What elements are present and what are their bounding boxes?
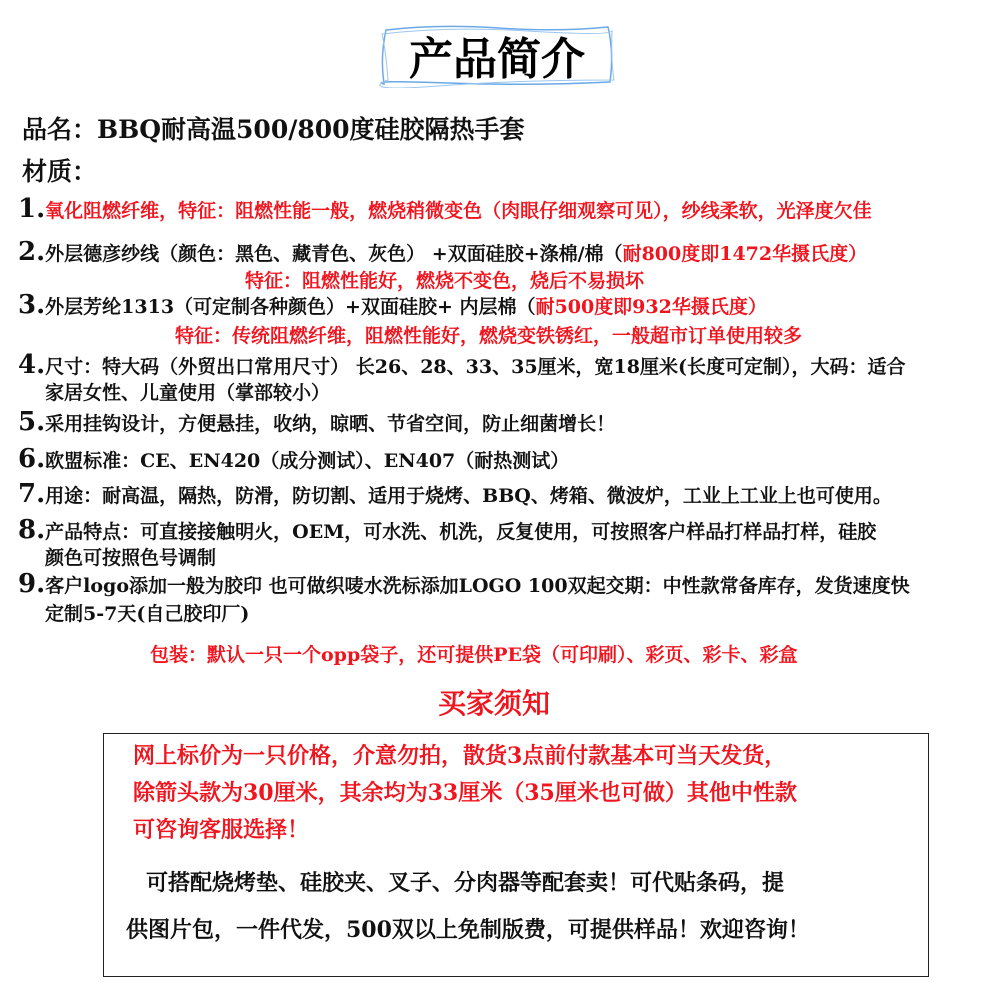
feature-item bbox=[18, 481, 892, 507]
item-text: 客户logo添加一般为胶印 也可做织唛水洗标添加LOGO 100双起交期：中性款常备库存，发货速度快 bbox=[45, 575, 910, 597]
item-text: 氧化阻燃纤维，特征：阻燃性能一般，燃烧稍微变色（肉眼仔细观察可见），纱线柔软，光泽度欠佳 bbox=[45, 200, 872, 222]
item-text: 外层芳纶1313（可定制各种颜色）+双面硅胶+ 内层棉（ bbox=[45, 296, 536, 318]
item-number: 7. bbox=[18, 479, 46, 509]
item-text-continued: 家居女性、儿童使用（掌部较小） bbox=[45, 382, 331, 404]
item-number: 8. bbox=[18, 515, 46, 545]
item-text: 采用挂钩设计，方便悬挂，收纳，晾晒、节省空间，防止细菌增长！ bbox=[45, 413, 616, 435]
feature-item bbox=[18, 292, 767, 318]
feature-item bbox=[18, 446, 569, 472]
material-label: 材质： bbox=[22, 157, 98, 186]
item-number: 1. bbox=[18, 194, 46, 224]
item-text-continued: 颜色可按照色号调制 bbox=[45, 547, 217, 569]
feature-item bbox=[18, 352, 905, 378]
item-number: 4. bbox=[18, 350, 46, 380]
item-text: 产品特点：可直接接触明火，OEM，可水洗、机洗，反复使用，可按照客户样品打样品打样，硅胶 bbox=[45, 521, 877, 543]
item-feature-note: 特征：阻燃性能好，燃烧不变色，烧后不易损坏 bbox=[245, 270, 645, 292]
packaging-note: 包装：默认一只一个opp袋子，还可提供PE袋（可印刷）、彩页、彩卡、彩盒 bbox=[150, 644, 798, 666]
item-number: 5. bbox=[18, 407, 46, 437]
notice-line: 供图片包，一件代发，500双以上免制版费，可提供样品！欢迎咨询！ bbox=[126, 917, 810, 943]
page-title: 产品简介 bbox=[409, 34, 585, 85]
feature-item bbox=[18, 571, 910, 597]
item-number: 6. bbox=[18, 444, 46, 474]
item-number: 9. bbox=[18, 569, 46, 599]
product-name: 品名：BBQ耐高温500/800度硅胶隔热手套 bbox=[22, 115, 525, 144]
item-text: 用途：耐高温，隔热，防滑，防切割、适用于烧烤、BBQ、烤箱、微波炉，工业上工业上也可使用。 bbox=[45, 485, 892, 507]
notice-line: 网上标价为一只价格，介意勿拍，散货3点前付款基本可当天发货， bbox=[133, 743, 787, 769]
feature-item bbox=[18, 239, 867, 265]
item-number: 2. bbox=[18, 237, 46, 267]
item-feature-note: 特征：传统阻燃纤维，阻燃性能好，燃烧变铁锈红，一般超市订单使用较多 bbox=[175, 325, 803, 347]
title-frame bbox=[378, 22, 616, 88]
item-text: 尺寸：特大码（外贸出口常用尺寸） 长26、28、33、35厘米，宽18厘米(长度可定制），大码：适合 bbox=[45, 356, 906, 378]
item-text: 耐500度即932华摄氏度） bbox=[535, 296, 767, 318]
item-text: 欧盟标准：CE、EN420（成分测试）、EN407（耐热测试） bbox=[45, 450, 570, 472]
feature-item bbox=[18, 409, 615, 435]
notice-line: 可搭配烧烤垫、硅胶夹、叉子、分肉器等配套卖！可代贴条码，提 bbox=[146, 870, 785, 896]
item-number: 3. bbox=[18, 290, 46, 320]
notice-line: 可咨询客服选择！ bbox=[133, 817, 310, 843]
notice-title: 买家须知 bbox=[438, 687, 551, 720]
notice-line: 除箭头款为30厘米，其余均为33厘米（35厘米也可做）其他中性款 bbox=[133, 780, 797, 806]
item-text-continued: 定制5-7天(自己胶印厂) bbox=[45, 603, 250, 625]
feature-item bbox=[18, 517, 876, 543]
item-text: 耐800度即1472华摄氏度） bbox=[622, 243, 868, 265]
feature-item bbox=[18, 196, 872, 222]
item-text: 外层德彦纱线（颜色：黑色、藏青色、灰色） +双面硅胶+涤棉/棉（ bbox=[45, 243, 623, 265]
